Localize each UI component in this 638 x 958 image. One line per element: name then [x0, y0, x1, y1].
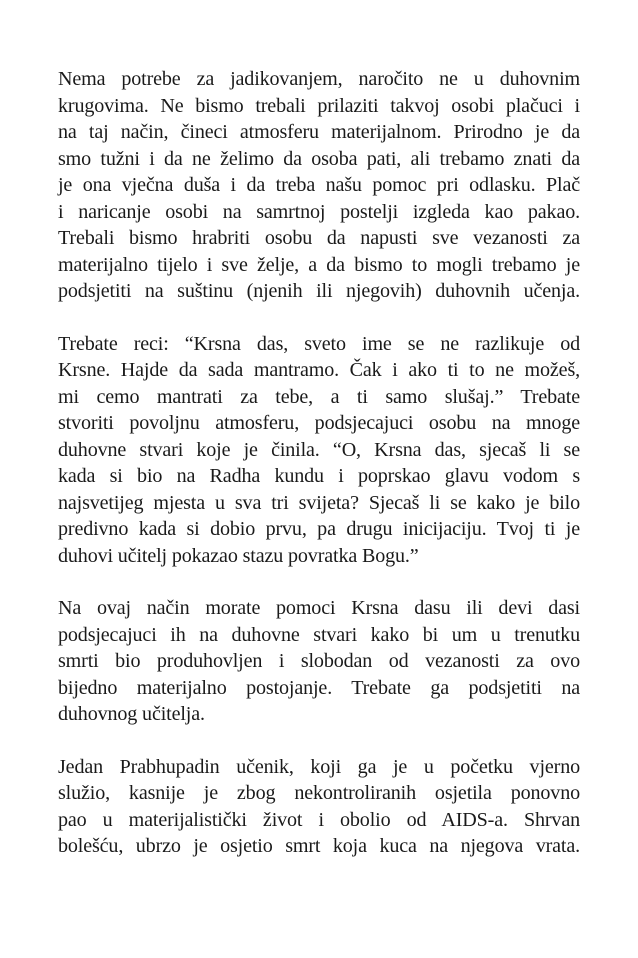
text-line: najsvetijeg mjesta u sva tri svijeta? Sjecaš li se kako je bilo [58, 491, 580, 514]
text-line: Nema potrebe za jadikovanjem, naročito ne u duhovnim [58, 68, 580, 90]
paragraph-3 [58, 595, 580, 728]
paragraph-4 [58, 754, 580, 860]
text-line: Trebali bismo hrabriti osobu da napusti sve vezanosti za [58, 227, 580, 249]
text-line: duhovi učitelj pokazao stazu povratka Bogu.” [58, 544, 419, 567]
text-line: duhovne stvari koje je činila. “O, Krsna das, sjecaš li se [58, 438, 580, 461]
text-line: smo tužni i da ne želimo da osoba pati, ali trebamo znati da [58, 147, 580, 170]
text-line: krugovima. Ne bismo trebali prilaziti takvoj osobi plačuci i [58, 94, 580, 117]
text-line: smrti bio produhovljen i slobodan od vezanosti za ovo [58, 650, 580, 672]
text-line: predivno kada si dobio prvu, pa drugu inicijaciju. Tvoj ti je [58, 518, 580, 540]
text-line: i naricanje osobi na samrtnoj postelji izgleda kao pakao. [58, 200, 580, 223]
paragraph-1 [58, 66, 580, 305]
text-line: Jedan Prabhupadin učenik, koji ga je u početku vjerno [58, 755, 580, 778]
document-page [58, 66, 580, 886]
text-line: je ona vječna duša i da treba našu pomoc pri odlasku. Plač [58, 174, 580, 196]
text-line: podsjecajuci ih na duhovne stvari kako bi um u trenutku [58, 623, 580, 646]
paragraph-2 [58, 331, 580, 570]
text-line: Na ovaj način morate pomoci Krsna dasu ili devi dasi [58, 597, 580, 619]
text-line: materijalno tijelo i sve želje, a da bismo to mogli trebamo je [58, 253, 580, 276]
text-line: na taj način, čineci atmosferu materijalnom. Prirodno je da [58, 121, 580, 143]
text-line: služio, kasnije je zbog nekontroliranih osjetila ponovno [58, 782, 580, 804]
text-line: Trebate reci: “Krsna das, sveto ime se ne razlikuje od [58, 332, 580, 355]
text-line: bijedno materijalno postojanje. Trebate ga podsjetiti na [58, 676, 580, 699]
text-line: bolešću, ubrzo je osjetio smrt koja kuca na njegova vrata. [58, 835, 580, 857]
text-line: pao u materijalistički život i obolio od AIDS-a. Shrvan [58, 808, 580, 831]
text-line: stvoriti povoljnu atmosferu, podsjecajuci osobu na mnoge [58, 412, 580, 434]
text-line: Krsne. Hajde da sada mantramo. Čak i ako ti to ne možeš, [58, 359, 580, 381]
text-line: mi cemo mantrati za tebe, a ti samo slušaj.” Trebate [58, 385, 580, 408]
text-line: kada si bio na Radha kundu i poprskao glavu vodom s [58, 465, 580, 487]
text-line: podsjetiti na suštinu (njenih ili njegovih) duhovnih učenja. [58, 280, 580, 302]
text-line: duhovnog učitelja. [58, 703, 205, 725]
